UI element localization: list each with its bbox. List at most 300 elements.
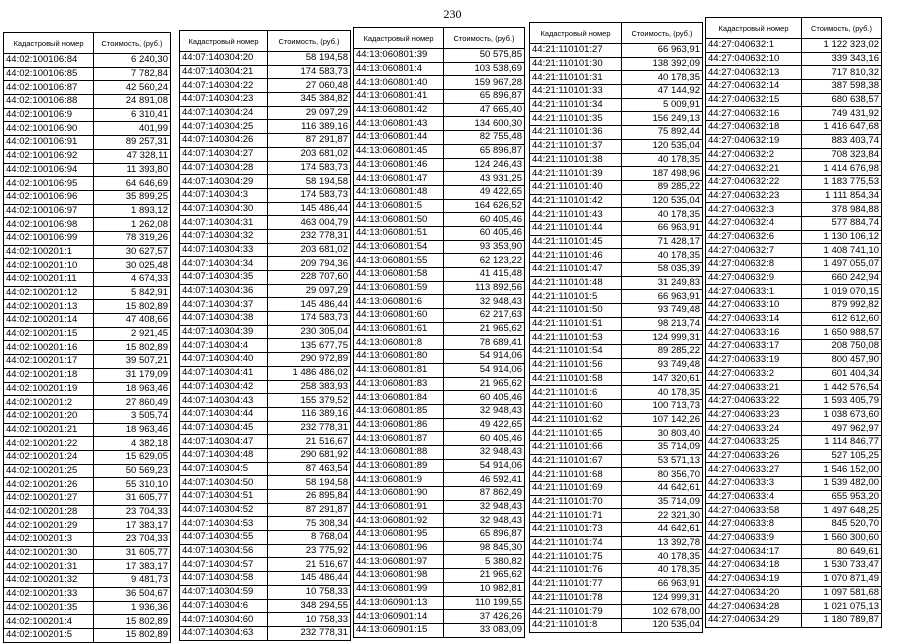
- cadastral-number-cell: 44:21:110101:67: [530, 454, 622, 468]
- cost-cell: 32 948,43: [444, 514, 525, 528]
- table-row: [530, 399, 703, 413]
- cadastral-number-cell: 44:07:140304:25: [180, 120, 268, 134]
- cadastral-number-cell: 44:13:060801:47: [354, 172, 444, 186]
- cadastral-number-cell: 44:02:100201:24: [4, 450, 94, 464]
- cadastral-number-cell: 44:21:110101:5: [530, 290, 622, 304]
- table-row: [180, 120, 351, 134]
- header-cadastral-number: Кадастровый номер: [530, 23, 622, 44]
- cadastral-number-cell: 44:02:100201:16: [4, 341, 94, 355]
- cost-cell: 62 217,63: [444, 309, 525, 323]
- cadastral-number-cell: 44:07:140304:34: [180, 257, 268, 271]
- table-row: [4, 382, 171, 396]
- cost-cell: 53 571,13: [622, 454, 703, 468]
- cost-cell: 527 105,25: [802, 449, 882, 463]
- cost-cell: 1 130 106,12: [802, 230, 882, 244]
- cadastral-number-cell: 44:27:040633:26: [706, 449, 802, 463]
- cadastral-number-cell: 44:13:060801:5: [354, 199, 444, 213]
- cadastral-number-cell: 44:21:110101:27: [530, 44, 622, 58]
- cost-cell: 1 546 152,00: [802, 463, 882, 477]
- header-cost: Стоимость, (руб.): [444, 28, 525, 49]
- cost-cell: 1 070 871,49: [802, 572, 882, 586]
- table-row: [706, 613, 882, 627]
- table-row: [530, 427, 703, 441]
- table-row: [354, 377, 525, 391]
- table-row: [530, 372, 703, 386]
- table-row: [530, 523, 703, 537]
- cadastral-number-cell: 44:13:060801:89: [354, 459, 444, 473]
- table-row: [354, 582, 525, 596]
- cost-cell: 26 895,84: [268, 490, 351, 504]
- table-row: [354, 103, 525, 117]
- table-row: [4, 259, 171, 273]
- table-row: [706, 244, 882, 258]
- header-cost: Стоимость, (руб.): [268, 31, 351, 52]
- table-row: [180, 613, 351, 627]
- cadastral-number-cell: 44:21:110101:37: [530, 139, 622, 153]
- cadastre-table-3: [353, 27, 525, 638]
- cadastral-number-cell: 44:13:060801:92: [354, 514, 444, 528]
- cost-cell: 30 025,48: [94, 259, 171, 273]
- cadastral-number-cell: 44:02:100201:13: [4, 300, 94, 314]
- cadastral-number-cell: 44:07:140304:39: [180, 325, 268, 339]
- table-row: [354, 596, 525, 610]
- cadastral-number-cell: 44:13:060801:6: [354, 295, 444, 309]
- cost-cell: 290 681,92: [268, 448, 351, 462]
- table-row: [354, 158, 525, 172]
- table-row: [354, 199, 525, 213]
- cadastral-number-cell: 44:27:040632:9: [706, 271, 802, 285]
- table-row: [4, 615, 171, 629]
- cadastre-table-5: [705, 17, 882, 628]
- table-row: [354, 432, 525, 446]
- cadastral-number-cell: 44:27:040634:18: [706, 559, 802, 573]
- cadastral-number-cell: 44:27:040633:14: [706, 312, 802, 326]
- cost-cell: 66 963,91: [622, 221, 703, 235]
- cost-cell: 54 914,06: [444, 459, 525, 473]
- table-row: [706, 518, 882, 532]
- cost-cell: 120 535,04: [622, 139, 703, 153]
- cadastral-number-cell: 44:02:100201:20: [4, 409, 94, 423]
- cadastral-number-cell: 44:07:140304:52: [180, 503, 268, 517]
- cadastral-number-cell: 44:07:140304:36: [180, 284, 268, 298]
- cadastral-number-cell: 44:13:060801:55: [354, 254, 444, 268]
- cost-cell: 60 405,46: [444, 391, 525, 405]
- table-row: [354, 226, 525, 240]
- cadastral-number-cell: 44:21:110101:69: [530, 482, 622, 496]
- cost-cell: 10 758,33: [268, 613, 351, 627]
- cost-cell: 32 948,43: [444, 500, 525, 514]
- cadastral-number-cell: 44:13:060801:54: [354, 240, 444, 254]
- table-row: [180, 147, 351, 161]
- table-row: [4, 163, 171, 177]
- cost-cell: 18 963,46: [94, 423, 171, 437]
- cadastral-number-cell: 44:13:060801:9: [354, 473, 444, 487]
- cost-cell: 145 486,44: [268, 572, 351, 586]
- cost-cell: 1 650 988,57: [802, 326, 882, 340]
- table-row: [180, 517, 351, 531]
- cost-cell: 87 291,87: [268, 134, 351, 148]
- cadastral-number-cell: 44:27:040633:24: [706, 422, 802, 436]
- table-row: [354, 90, 525, 104]
- table-row: [4, 368, 171, 382]
- cost-cell: 89 285,22: [622, 180, 703, 194]
- cost-cell: 31 605,77: [94, 546, 171, 560]
- table-row: [706, 39, 882, 53]
- cadastral-number-cell: 44:13:060801:51: [354, 226, 444, 240]
- table-row: [706, 80, 882, 94]
- cadastral-number-cell: 44:27:040633:22: [706, 394, 802, 408]
- table-row: [354, 240, 525, 254]
- cost-cell: 230 305,04: [268, 325, 351, 339]
- table-row: [354, 76, 525, 90]
- cost-cell: 10 758,33: [268, 585, 351, 599]
- cadastral-number-cell: 44:02:100201:33: [4, 587, 94, 601]
- cadastral-number-cell: 44:07:140304:55: [180, 531, 268, 545]
- cost-cell: 103 538,69: [444, 62, 525, 76]
- cost-cell: 339 343,16: [802, 52, 882, 66]
- table-row: [706, 299, 882, 313]
- cost-cell: 43 931,25: [444, 172, 525, 186]
- table-row: [4, 314, 171, 328]
- cadastral-number-cell: 44:07:140304:26: [180, 134, 268, 148]
- cadastral-number-cell: 44:21:110101:35: [530, 112, 622, 126]
- table-row: [180, 572, 351, 586]
- cadastral-number-cell: 44:02:100201:11: [4, 273, 94, 287]
- cost-cell: 75 308,34: [268, 517, 351, 531]
- cost-cell: 124 999,31: [622, 331, 703, 345]
- cost-cell: 232 778,31: [268, 421, 351, 435]
- cadastral-number-cell: 44:02:100201:26: [4, 478, 94, 492]
- cost-cell: 39 507,21: [94, 355, 171, 369]
- cost-cell: 21 965,62: [444, 569, 525, 583]
- cost-cell: 145 486,44: [268, 298, 351, 312]
- cadastral-number-cell: 44:02:100201:12: [4, 286, 94, 300]
- table-row: [180, 52, 351, 66]
- cadastral-number-cell: 44:02:100201:19: [4, 382, 94, 396]
- header-cadastral-number: Кадастровый номер: [354, 28, 444, 49]
- cadastral-number-cell: 44:07:140304:59: [180, 585, 268, 599]
- cadastral-number-cell: 44:27:040633:21: [706, 381, 802, 395]
- table-row: [354, 569, 525, 583]
- table-row: [706, 148, 882, 162]
- cadastral-number-cell: 44:02:100201:14: [4, 314, 94, 328]
- table-row: [706, 271, 882, 285]
- table-row: [530, 618, 703, 632]
- cadastral-number-cell: 44:27:040632:19: [706, 134, 802, 148]
- cost-cell: 93 749,48: [622, 358, 703, 372]
- cadastral-number-cell: 44:21:110101:6: [530, 386, 622, 400]
- cadastral-number-cell: 44:21:110101:44: [530, 221, 622, 235]
- cost-cell: 134 600,30: [444, 117, 525, 131]
- cost-cell: 47 408,66: [94, 314, 171, 328]
- table-row: [180, 106, 351, 120]
- cost-cell: 47 328,11: [94, 149, 171, 163]
- cost-cell: 1 497 055,07: [802, 258, 882, 272]
- cadastral-number-cell: 44:27:040633:3: [706, 477, 802, 491]
- cadastral-number-cell: 44:07:140304:56: [180, 544, 268, 558]
- cadastral-number-cell: 44:02:100201:22: [4, 437, 94, 451]
- cost-cell: 82 755,48: [444, 131, 525, 145]
- cadastral-number-cell: 44:13:060901:14: [354, 610, 444, 624]
- cadastral-number-cell: 44:21:110101:31: [530, 71, 622, 85]
- table-row: [530, 440, 703, 454]
- table-row: [180, 325, 351, 339]
- cost-cell: 116 389,16: [268, 120, 351, 134]
- table-row: [180, 161, 351, 175]
- table-row: [4, 190, 171, 204]
- cost-cell: 40 178,35: [622, 550, 703, 564]
- cost-cell: 15 802,89: [94, 628, 171, 642]
- cadastral-number-cell: 44:02:100201:30: [4, 546, 94, 560]
- cadastral-number-cell: 44:02:100106:85: [4, 67, 94, 81]
- table-row: [530, 57, 703, 71]
- cadastral-number-cell: 44:13:060801:99: [354, 582, 444, 596]
- cadastral-number-cell: 44:21:110101:36: [530, 126, 622, 140]
- table-row: [354, 500, 525, 514]
- cadastral-number-cell: 44:21:110101:46: [530, 249, 622, 263]
- cost-cell: 29 097,29: [268, 284, 351, 298]
- cost-cell: 60 405,46: [444, 213, 525, 227]
- table-row: [4, 437, 171, 451]
- table-row: [706, 394, 882, 408]
- cadastral-number-cell: 44:27:040633:23: [706, 408, 802, 422]
- cadastral-number-cell: 44:27:040634:19: [706, 572, 802, 586]
- cost-cell: 138 392,09: [622, 57, 703, 71]
- cadastral-number-cell: 44:21:110101:42: [530, 194, 622, 208]
- cost-cell: 31 249,83: [622, 276, 703, 290]
- cost-cell: 66 963,91: [622, 290, 703, 304]
- table-row: [4, 450, 171, 464]
- cost-cell: 50 575,85: [444, 49, 525, 63]
- cost-cell: 78 689,41: [444, 336, 525, 350]
- cadastral-number-cell: 44:21:110101:38: [530, 153, 622, 167]
- table-row: [180, 202, 351, 216]
- header-cost: Стоимость, (руб.): [802, 18, 882, 39]
- cost-cell: 883 403,74: [802, 134, 882, 148]
- table-row: [530, 167, 703, 181]
- cadastral-number-cell: 44:13:060801:87: [354, 432, 444, 446]
- table-row: [706, 435, 882, 449]
- cadastral-number-cell: 44:02:100201:31: [4, 560, 94, 574]
- table-row: [180, 298, 351, 312]
- cost-cell: 22 321,30: [622, 509, 703, 523]
- table-row: [530, 317, 703, 331]
- table-row: [530, 180, 703, 194]
- table-row: [706, 477, 882, 491]
- cost-cell: 1 414 676,98: [802, 162, 882, 176]
- table-row: [4, 67, 171, 81]
- cost-cell: 174 583,73: [268, 188, 351, 202]
- cost-cell: 37 426,26: [444, 610, 525, 624]
- cost-cell: 660 242,94: [802, 271, 882, 285]
- cost-cell: 46 592,41: [444, 473, 525, 487]
- table-row: [354, 623, 525, 637]
- cost-cell: 187 498,96: [622, 167, 703, 181]
- table-row: [530, 44, 703, 58]
- table-row: [530, 153, 703, 167]
- cost-cell: 40 178,35: [622, 386, 703, 400]
- cadastral-number-cell: 44:27:040633:19: [706, 353, 802, 367]
- table-row: [530, 564, 703, 578]
- cost-cell: 21 965,62: [444, 377, 525, 391]
- cadastral-number-cell: 44:07:140304:48: [180, 448, 268, 462]
- cost-cell: 203 681,02: [268, 147, 351, 161]
- table-row: [4, 95, 171, 109]
- table-row: [4, 587, 171, 601]
- table-row: [354, 144, 525, 158]
- cadastral-number-cell: 44:07:140304:27: [180, 147, 268, 161]
- cost-cell: 78 319,26: [94, 231, 171, 245]
- cost-cell: 100 713,73: [622, 399, 703, 413]
- cost-cell: 41 415,48: [444, 268, 525, 282]
- cadastral-number-cell: 44:02:100106:92: [4, 149, 94, 163]
- table-row: [706, 326, 882, 340]
- cost-cell: 113 892,56: [444, 281, 525, 295]
- table-row: [706, 463, 882, 477]
- cadastral-number-cell: 44:13:060801:86: [354, 418, 444, 432]
- table-row: [530, 249, 703, 263]
- cadastral-number-cell: 44:13:060901:13: [354, 596, 444, 610]
- cost-cell: 98 213,74: [622, 317, 703, 331]
- cadastral-number-cell: 44:13:060801:60: [354, 309, 444, 323]
- cadastral-number-cell: 44:27:040632:10: [706, 52, 802, 66]
- cost-cell: 7 782,84: [94, 67, 171, 81]
- cadastral-number-cell: 44:27:040632:1: [706, 39, 802, 53]
- cost-cell: 75 892,44: [622, 126, 703, 140]
- cost-cell: 120 535,04: [622, 194, 703, 208]
- table-row: [530, 276, 703, 290]
- table-row: [530, 358, 703, 372]
- cadastral-number-cell: 44:21:110101:68: [530, 468, 622, 482]
- cadastral-number-cell: 44:02:100201:1: [4, 245, 94, 259]
- table-row: [706, 312, 882, 326]
- cadastral-number-cell: 44:27:040632:13: [706, 66, 802, 80]
- cost-cell: 1 593 405,79: [802, 394, 882, 408]
- cadastral-number-cell: 44:21:110101:50: [530, 304, 622, 318]
- cost-cell: 21 965,62: [444, 322, 525, 336]
- cost-cell: 120 535,04: [622, 618, 703, 632]
- cadastral-number-cell: 44:27:040632:8: [706, 258, 802, 272]
- cadastral-number-cell: 44:13:060801:95: [354, 528, 444, 542]
- cost-cell: 1 530 733,47: [802, 559, 882, 573]
- table-row: [530, 591, 703, 605]
- cost-cell: 208 750,08: [802, 340, 882, 354]
- cadastral-number-cell: 44:07:140304:51: [180, 490, 268, 504]
- table-row: [706, 134, 882, 148]
- cost-cell: 60 405,46: [444, 432, 525, 446]
- table-row: [706, 52, 882, 66]
- table-row: [530, 413, 703, 427]
- cadastral-number-cell: 44:21:110101:74: [530, 536, 622, 550]
- cost-cell: 164 626,52: [444, 199, 525, 213]
- cadastral-number-cell: 44:07:140304:28: [180, 161, 268, 175]
- table-row: [354, 418, 525, 432]
- table-row: [180, 216, 351, 230]
- table-row: [180, 626, 351, 640]
- table-row: [4, 492, 171, 506]
- table-header-row: [530, 23, 703, 44]
- cadastral-number-cell: 44:07:140304:45: [180, 421, 268, 435]
- table-row: [180, 65, 351, 79]
- table-row: [180, 134, 351, 148]
- cost-cell: 1 021 075,13: [802, 600, 882, 614]
- cost-cell: 145 486,44: [268, 202, 351, 216]
- cost-cell: 65 896,87: [444, 528, 525, 542]
- table-row: [530, 495, 703, 509]
- table-row: [706, 203, 882, 217]
- cadastral-number-cell: 44:02:100106:94: [4, 163, 94, 177]
- cost-cell: 64 646,69: [94, 177, 171, 191]
- table-row: [4, 54, 171, 68]
- cadastral-number-cell: 44:21:110101:8: [530, 618, 622, 632]
- table-row: [354, 295, 525, 309]
- table-row: [354, 281, 525, 295]
- table-row: [4, 601, 171, 615]
- table-row: [530, 605, 703, 619]
- cost-cell: 1 019 070,15: [802, 285, 882, 299]
- cadastral-number-cell: 44:13:060801:8: [354, 336, 444, 350]
- cadastral-number-cell: 44:27:040633:27: [706, 463, 802, 477]
- cost-cell: 845 520,70: [802, 518, 882, 532]
- table-row: [4, 108, 171, 122]
- cost-cell: 387 598,38: [802, 80, 882, 94]
- cost-cell: 345 384,82: [268, 93, 351, 107]
- cadastral-number-cell: 44:21:110101:58: [530, 372, 622, 386]
- cost-cell: 93 353,90: [444, 240, 525, 254]
- cost-cell: 15 802,89: [94, 341, 171, 355]
- cadastral-number-cell: 44:02:100106:88: [4, 95, 94, 109]
- cadastral-number-cell: 44:21:110101:54: [530, 345, 622, 359]
- cadastral-number-cell: 44:27:040634:17: [706, 545, 802, 559]
- page-number: 230: [443, 7, 462, 21]
- header-cost: Стоимость, (руб.): [94, 33, 171, 54]
- table-row: [706, 162, 882, 176]
- table-row: [530, 98, 703, 112]
- cadastral-number-cell: 44:21:110101:77: [530, 577, 622, 591]
- table-row: [706, 545, 882, 559]
- table-row: [706, 216, 882, 230]
- cost-cell: 27 860,49: [94, 396, 171, 410]
- cost-cell: 1 408 741,10: [802, 244, 882, 258]
- cadastral-number-cell: 44:07:140304:31: [180, 216, 268, 230]
- cost-cell: 174 583,73: [268, 312, 351, 326]
- cost-cell: 800 457,90: [802, 353, 882, 367]
- cost-cell: 21 516,67: [268, 435, 351, 449]
- cadastral-number-cell: 44:27:040632:22: [706, 175, 802, 189]
- cost-cell: 40 178,35: [622, 249, 703, 263]
- cadastral-number-cell: 44:02:100201:28: [4, 505, 94, 519]
- cost-cell: 44 642,61: [622, 482, 703, 496]
- cost-cell: 174 583,73: [268, 65, 351, 79]
- table-row: [706, 230, 882, 244]
- cadastral-number-cell: 44:07:140304:35: [180, 271, 268, 285]
- cadastral-number-cell: 44:07:140304:53: [180, 517, 268, 531]
- cost-cell: 155 379,52: [268, 394, 351, 408]
- table-row: [530, 126, 703, 140]
- cost-cell: 1 416 647,68: [802, 121, 882, 135]
- cadastral-number-cell: 44:07:140304:24: [180, 106, 268, 120]
- cost-cell: 159 967,28: [444, 76, 525, 90]
- table-row: [530, 386, 703, 400]
- table-row: [354, 541, 525, 555]
- table-row: [4, 355, 171, 369]
- table-row: [706, 340, 882, 354]
- table-row: [4, 286, 171, 300]
- cost-cell: 4 674,33: [94, 273, 171, 287]
- table-row: [180, 435, 351, 449]
- cadastre-table-1: [3, 32, 171, 643]
- cadastral-number-cell: 44:21:110101:33: [530, 85, 622, 99]
